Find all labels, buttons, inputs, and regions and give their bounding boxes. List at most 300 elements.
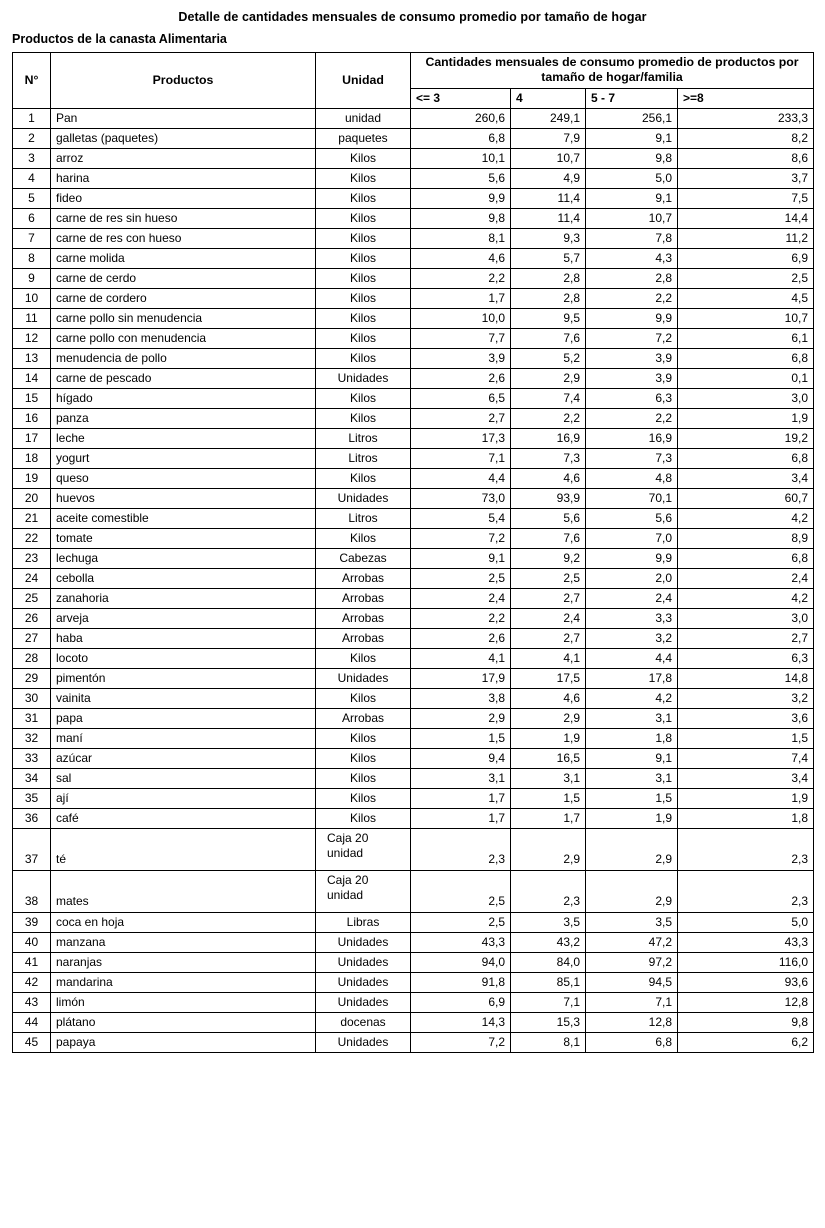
- cell-unit: Unidades: [316, 972, 411, 992]
- cell-product: aceite comestible: [51, 508, 316, 528]
- cell-value-1: 3,1: [411, 768, 511, 788]
- table-row: [13, 972, 814, 992]
- table-row: [13, 568, 814, 588]
- cell-unit: Unidades: [316, 1032, 411, 1052]
- cell-value-2: 9,3: [511, 228, 586, 248]
- cell-value-2: 7,4: [511, 388, 586, 408]
- cell-number: 32: [13, 728, 51, 748]
- cell-unit: Litros: [316, 448, 411, 468]
- table-row: [13, 608, 814, 628]
- cell-unit: Kilos: [316, 148, 411, 168]
- cell-number: 13: [13, 348, 51, 368]
- cell-unit: Kilos: [316, 808, 411, 828]
- cell-number: 38: [13, 870, 51, 912]
- cell-value-2: 11,4: [511, 188, 586, 208]
- cell-value-1: 8,1: [411, 228, 511, 248]
- table-row: [13, 388, 814, 408]
- table-row: [13, 992, 814, 1012]
- cell-product: pimentón: [51, 668, 316, 688]
- cell-product: carne molida: [51, 248, 316, 268]
- cell-value-4: 2,3: [678, 870, 814, 912]
- cell-value-3: 17,8: [586, 668, 678, 688]
- column-header-number: N°: [13, 53, 51, 109]
- cell-value-4: 1,5: [678, 728, 814, 748]
- cell-number: 31: [13, 708, 51, 728]
- cell-value-1: 4,6: [411, 248, 511, 268]
- column-header-size-3: 5 - 7: [586, 88, 678, 108]
- cell-number: 37: [13, 828, 51, 870]
- cell-value-3: 9,1: [586, 128, 678, 148]
- cell-value-4: 6,1: [678, 328, 814, 348]
- cell-value-4: 3,4: [678, 768, 814, 788]
- cell-value-2: 85,1: [511, 972, 586, 992]
- cell-value-2: 4,9: [511, 168, 586, 188]
- cell-value-3: 94,5: [586, 972, 678, 992]
- cell-unit: Arrobas: [316, 628, 411, 648]
- cell-unit: Kilos: [316, 788, 411, 808]
- cell-value-3: 4,8: [586, 468, 678, 488]
- cell-unit: Arrobas: [316, 608, 411, 628]
- cell-value-1: 1,7: [411, 788, 511, 808]
- cell-value-3: 2,2: [586, 408, 678, 428]
- cell-value-3: 1,9: [586, 808, 678, 828]
- cell-number: 12: [13, 328, 51, 348]
- cell-number: 17: [13, 428, 51, 448]
- cell-value-3: 3,1: [586, 708, 678, 728]
- cell-value-3: 2,8: [586, 268, 678, 288]
- cell-value-3: 12,8: [586, 1012, 678, 1032]
- cell-value-2: 17,5: [511, 668, 586, 688]
- cell-unit: Arrobas: [316, 568, 411, 588]
- cell-value-2: 7,9: [511, 128, 586, 148]
- cell-value-2: 3,5: [511, 912, 586, 932]
- table-row: [13, 328, 814, 348]
- table-row: [13, 148, 814, 168]
- cell-value-1: 7,2: [411, 528, 511, 548]
- cell-unit: docenas: [316, 1012, 411, 1032]
- cell-value-1: 73,0: [411, 488, 511, 508]
- cell-unit: [316, 828, 411, 870]
- cell-value-3: 7,1: [586, 992, 678, 1012]
- cell-value-4: 1,9: [678, 788, 814, 808]
- cell-value-2: 11,4: [511, 208, 586, 228]
- cell-value-4: 1,8: [678, 808, 814, 828]
- cell-value-1: 1,7: [411, 808, 511, 828]
- cell-value-2: 2,9: [511, 708, 586, 728]
- cell-product: carne de res con hueso: [51, 228, 316, 248]
- cell-value-4: 4,5: [678, 288, 814, 308]
- page-title: Detalle de cantidades mensuales de consumo promedio por tamaño de hogar: [178, 10, 647, 24]
- cell-value-2: 16,9: [511, 428, 586, 448]
- cell-value-2: 8,1: [511, 1032, 586, 1052]
- cell-number: 44: [13, 1012, 51, 1032]
- cell-value-4: 8,2: [678, 128, 814, 148]
- cell-value-2: 84,0: [511, 952, 586, 972]
- cell-value-2: 2,7: [511, 588, 586, 608]
- cell-number: 3: [13, 148, 51, 168]
- cell-value-3: 4,3: [586, 248, 678, 268]
- cell-product: haba: [51, 628, 316, 648]
- cell-number: 30: [13, 688, 51, 708]
- cell-value-3: 2,9: [586, 828, 678, 870]
- cell-value-2: 1,9: [511, 728, 586, 748]
- table-row: [13, 912, 814, 932]
- table-row: [13, 628, 814, 648]
- cell-number: 27: [13, 628, 51, 648]
- cell-value-2: 7,1: [511, 992, 586, 1012]
- cell-value-3: 9,1: [586, 188, 678, 208]
- cell-number: 1: [13, 108, 51, 128]
- cell-number: 21: [13, 508, 51, 528]
- table-row: [13, 828, 814, 870]
- cell-unit: Litros: [316, 428, 411, 448]
- cell-value-4: 3,0: [678, 388, 814, 408]
- cell-value-1: 4,1: [411, 648, 511, 668]
- table-body: [13, 108, 814, 1052]
- cell-value-4: 3,4: [678, 468, 814, 488]
- cell-value-3: 3,9: [586, 348, 678, 368]
- cell-value-1: 6,9: [411, 992, 511, 1012]
- cell-unit: Kilos: [316, 248, 411, 268]
- cell-value-3: 9,8: [586, 148, 678, 168]
- cell-unit: Kilos: [316, 268, 411, 288]
- cell-number: 14: [13, 368, 51, 388]
- cell-value-1: 2,6: [411, 368, 511, 388]
- cell-value-3: 7,8: [586, 228, 678, 248]
- cell-product: Pan: [51, 108, 316, 128]
- table-header: [13, 53, 814, 109]
- cell-value-2: 7,6: [511, 328, 586, 348]
- cell-number: 25: [13, 588, 51, 608]
- cell-unit: Arrobas: [316, 588, 411, 608]
- cell-value-1: 9,1: [411, 548, 511, 568]
- cell-number: 7: [13, 228, 51, 248]
- cell-unit: Unidades: [316, 952, 411, 972]
- table-row: [13, 208, 814, 228]
- cell-value-3: 4,4: [586, 648, 678, 668]
- cell-value-4: 3,6: [678, 708, 814, 728]
- cell-value-4: 8,6: [678, 148, 814, 168]
- cell-unit: Kilos: [316, 168, 411, 188]
- cell-value-3: 4,2: [586, 688, 678, 708]
- cell-unit: Libras: [316, 912, 411, 932]
- cell-value-1: 2,7: [411, 408, 511, 428]
- cell-value-4: 19,2: [678, 428, 814, 448]
- cell-unit: Cabezas: [316, 548, 411, 568]
- cell-value-2: 16,5: [511, 748, 586, 768]
- cell-number: 5: [13, 188, 51, 208]
- cell-value-1: 9,4: [411, 748, 511, 768]
- cell-value-3: 2,0: [586, 568, 678, 588]
- cell-product: galletas (paquetes): [51, 128, 316, 148]
- cell-value-4: 116,0: [678, 952, 814, 972]
- column-header-size-4: >=8: [678, 88, 814, 108]
- table-row: [13, 688, 814, 708]
- cell-value-4: 2,3: [678, 828, 814, 870]
- table-row: [13, 308, 814, 328]
- cell-unit: Kilos: [316, 208, 411, 228]
- table-row: [13, 648, 814, 668]
- cell-value-3: 9,9: [586, 548, 678, 568]
- cell-value-2: 5,2: [511, 348, 586, 368]
- cell-product: queso: [51, 468, 316, 488]
- cell-value-3: 9,9: [586, 308, 678, 328]
- cell-value-2: 15,3: [511, 1012, 586, 1032]
- cell-value-3: 2,2: [586, 288, 678, 308]
- cell-value-4: 93,6: [678, 972, 814, 992]
- cell-product: huevos: [51, 488, 316, 508]
- cell-number: 33: [13, 748, 51, 768]
- cell-value-2: 4,6: [511, 468, 586, 488]
- cell-unit: Kilos: [316, 288, 411, 308]
- cell-product: carne pollo con menudencia: [51, 328, 316, 348]
- cell-value-1: 4,4: [411, 468, 511, 488]
- cell-value-1: 2,5: [411, 568, 511, 588]
- cell-value-3: 5,6: [586, 508, 678, 528]
- cell-product: yogurt: [51, 448, 316, 468]
- cell-product: papaya: [51, 1032, 316, 1052]
- cell-value-3: 2,4: [586, 588, 678, 608]
- cell-value-2: 2,5: [511, 568, 586, 588]
- cell-product: mates: [51, 870, 316, 912]
- cell-number: 20: [13, 488, 51, 508]
- cell-value-4: 7,5: [678, 188, 814, 208]
- cell-value-1: 260,6: [411, 108, 511, 128]
- cell-product: zanahoria: [51, 588, 316, 608]
- table-row: [13, 228, 814, 248]
- table-row: [13, 128, 814, 148]
- table-row: [13, 468, 814, 488]
- cell-unit: unidad: [316, 108, 411, 128]
- cell-product: azúcar: [51, 748, 316, 768]
- table-row: [13, 448, 814, 468]
- table-row: [13, 188, 814, 208]
- table-row: [13, 728, 814, 748]
- cell-value-1: 2,2: [411, 608, 511, 628]
- column-header-group: Cantidades mensuales de consumo promedio de productos por tamaño de hogar/familia: [411, 53, 814, 89]
- cell-number: 34: [13, 768, 51, 788]
- cell-value-3: 3,2: [586, 628, 678, 648]
- cell-value-3: 3,9: [586, 368, 678, 388]
- cell-unit: Kilos: [316, 728, 411, 748]
- table-row: [13, 588, 814, 608]
- cell-unit: Kilos: [316, 408, 411, 428]
- cell-product: naranjas: [51, 952, 316, 972]
- cell-value-2: 43,2: [511, 932, 586, 952]
- cell-unit: Unidades: [316, 932, 411, 952]
- cell-value-4: 2,5: [678, 268, 814, 288]
- table-row: [13, 748, 814, 768]
- cell-number: 43: [13, 992, 51, 1012]
- cell-product: fideo: [51, 188, 316, 208]
- cell-value-4: 11,2: [678, 228, 814, 248]
- cell-value-3: 97,2: [586, 952, 678, 972]
- cell-value-1: 2,6: [411, 628, 511, 648]
- cell-unit: Unidades: [316, 992, 411, 1012]
- cell-product: té: [51, 828, 316, 870]
- cell-value-4: 8,9: [678, 528, 814, 548]
- cell-number: 28: [13, 648, 51, 668]
- cell-product: lechuga: [51, 548, 316, 568]
- cell-value-1: 5,6: [411, 168, 511, 188]
- cell-value-2: 10,7: [511, 148, 586, 168]
- cell-value-1: 9,8: [411, 208, 511, 228]
- cell-value-2: 4,1: [511, 648, 586, 668]
- cell-value-1: 2,5: [411, 870, 511, 912]
- cell-value-3: 3,1: [586, 768, 678, 788]
- cell-number: 2: [13, 128, 51, 148]
- cell-value-2: 9,2: [511, 548, 586, 568]
- cell-value-4: 14,8: [678, 668, 814, 688]
- cell-value-1: 2,5: [411, 912, 511, 932]
- cell-product: harina: [51, 168, 316, 188]
- cell-value-1: 7,2: [411, 1032, 511, 1052]
- cell-product: manzana: [51, 932, 316, 952]
- cell-value-2: 4,6: [511, 688, 586, 708]
- column-header-size-2: 4: [511, 88, 586, 108]
- consumption-table: [12, 52, 814, 1053]
- cell-value-4: 43,3: [678, 932, 814, 952]
- cell-value-2: 2,9: [511, 828, 586, 870]
- cell-number: 41: [13, 952, 51, 972]
- cell-value-4: 6,8: [678, 448, 814, 468]
- cell-value-3: 1,5: [586, 788, 678, 808]
- cell-number: 29: [13, 668, 51, 688]
- cell-value-4: 6,8: [678, 348, 814, 368]
- cell-unit: Kilos: [316, 348, 411, 368]
- cell-product: limón: [51, 992, 316, 1012]
- table-row: [13, 348, 814, 368]
- cell-value-2: 2,7: [511, 628, 586, 648]
- table-row: [13, 428, 814, 448]
- cell-unit: [316, 870, 411, 912]
- table-row: [13, 668, 814, 688]
- table-row: [13, 1032, 814, 1052]
- cell-product: maní: [51, 728, 316, 748]
- column-header-products: Productos: [51, 53, 316, 109]
- cell-value-1: 17,3: [411, 428, 511, 448]
- cell-value-1: 3,8: [411, 688, 511, 708]
- cell-value-4: 6,3: [678, 648, 814, 668]
- cell-value-1: 2,9: [411, 708, 511, 728]
- table-row: [13, 870, 814, 912]
- cell-value-4: 5,0: [678, 912, 814, 932]
- cell-product: mandarina: [51, 972, 316, 992]
- cell-value-4: 6,8: [678, 548, 814, 568]
- cell-product: arveja: [51, 608, 316, 628]
- cell-product: arroz: [51, 148, 316, 168]
- cell-product: cebolla: [51, 568, 316, 588]
- cell-value-4: 4,2: [678, 588, 814, 608]
- cell-value-2: 7,6: [511, 528, 586, 548]
- cell-value-2: 2,3: [511, 870, 586, 912]
- cell-value-3: 3,3: [586, 608, 678, 628]
- cell-value-4: 233,3: [678, 108, 814, 128]
- cell-value-4: 1,9: [678, 408, 814, 428]
- cell-value-2: 5,6: [511, 508, 586, 528]
- table-row: [13, 1012, 814, 1032]
- cell-value-1: 2,4: [411, 588, 511, 608]
- cell-value-4: 2,7: [678, 628, 814, 648]
- cell-value-4: 2,4: [678, 568, 814, 588]
- cell-value-3: 16,9: [586, 428, 678, 448]
- cell-number: 40: [13, 932, 51, 952]
- cell-value-2: 249,1: [511, 108, 586, 128]
- cell-number: 8: [13, 248, 51, 268]
- cell-value-1: 1,7: [411, 288, 511, 308]
- cell-number: 26: [13, 608, 51, 628]
- page-subtitle: Productos de la canasta Alimentaria: [12, 32, 227, 46]
- table-row: [13, 268, 814, 288]
- cell-value-2: 2,4: [511, 608, 586, 628]
- table-row: [13, 368, 814, 388]
- cell-value-3: 7,0: [586, 528, 678, 548]
- table-row: [13, 808, 814, 828]
- cell-value-1: 5,4: [411, 508, 511, 528]
- table-row: [13, 168, 814, 188]
- cell-value-3: 1,8: [586, 728, 678, 748]
- cell-number: 23: [13, 548, 51, 568]
- cell-product: carne de pescado: [51, 368, 316, 388]
- cell-product: panza: [51, 408, 316, 428]
- table-row: [13, 248, 814, 268]
- table-row: [13, 488, 814, 508]
- cell-value-4: 4,2: [678, 508, 814, 528]
- cell-value-1: 6,5: [411, 388, 511, 408]
- table-row: [13, 508, 814, 528]
- cell-product: ají: [51, 788, 316, 808]
- cell-number: 39: [13, 912, 51, 932]
- cell-unit: Kilos: [316, 748, 411, 768]
- cell-unit-text: Caja 20 unidad: [327, 830, 369, 860]
- table-row: [13, 932, 814, 952]
- cell-value-4: 60,7: [678, 488, 814, 508]
- cell-number: 22: [13, 528, 51, 548]
- cell-value-1: 7,1: [411, 448, 511, 468]
- table-row: [13, 548, 814, 568]
- cell-value-3: 70,1: [586, 488, 678, 508]
- cell-value-3: 7,2: [586, 328, 678, 348]
- cell-value-2: 3,1: [511, 768, 586, 788]
- cell-number: 9: [13, 268, 51, 288]
- table-row: [13, 768, 814, 788]
- column-header-unit: Unidad: [316, 53, 411, 109]
- cell-number: 6: [13, 208, 51, 228]
- cell-product: menudencia de pollo: [51, 348, 316, 368]
- cell-product: coca en hoja: [51, 912, 316, 932]
- cell-number: 11: [13, 308, 51, 328]
- cell-value-3: 47,2: [586, 932, 678, 952]
- cell-value-3: 6,8: [586, 1032, 678, 1052]
- cell-value-1: 91,8: [411, 972, 511, 992]
- cell-value-1: 9,9: [411, 188, 511, 208]
- cell-product: carne de cordero: [51, 288, 316, 308]
- cell-unit: Kilos: [316, 768, 411, 788]
- cell-value-1: 10,1: [411, 148, 511, 168]
- cell-value-3: 10,7: [586, 208, 678, 228]
- cell-value-1: 2,2: [411, 268, 511, 288]
- cell-value-1: 3,9: [411, 348, 511, 368]
- cell-product: sal: [51, 768, 316, 788]
- cell-unit: Kilos: [316, 328, 411, 348]
- cell-number: 35: [13, 788, 51, 808]
- cell-value-1: 10,0: [411, 308, 511, 328]
- table-row: [13, 408, 814, 428]
- cell-number: 10: [13, 288, 51, 308]
- cell-number: 15: [13, 388, 51, 408]
- cell-value-3: 3,5: [586, 912, 678, 932]
- cell-number: 24: [13, 568, 51, 588]
